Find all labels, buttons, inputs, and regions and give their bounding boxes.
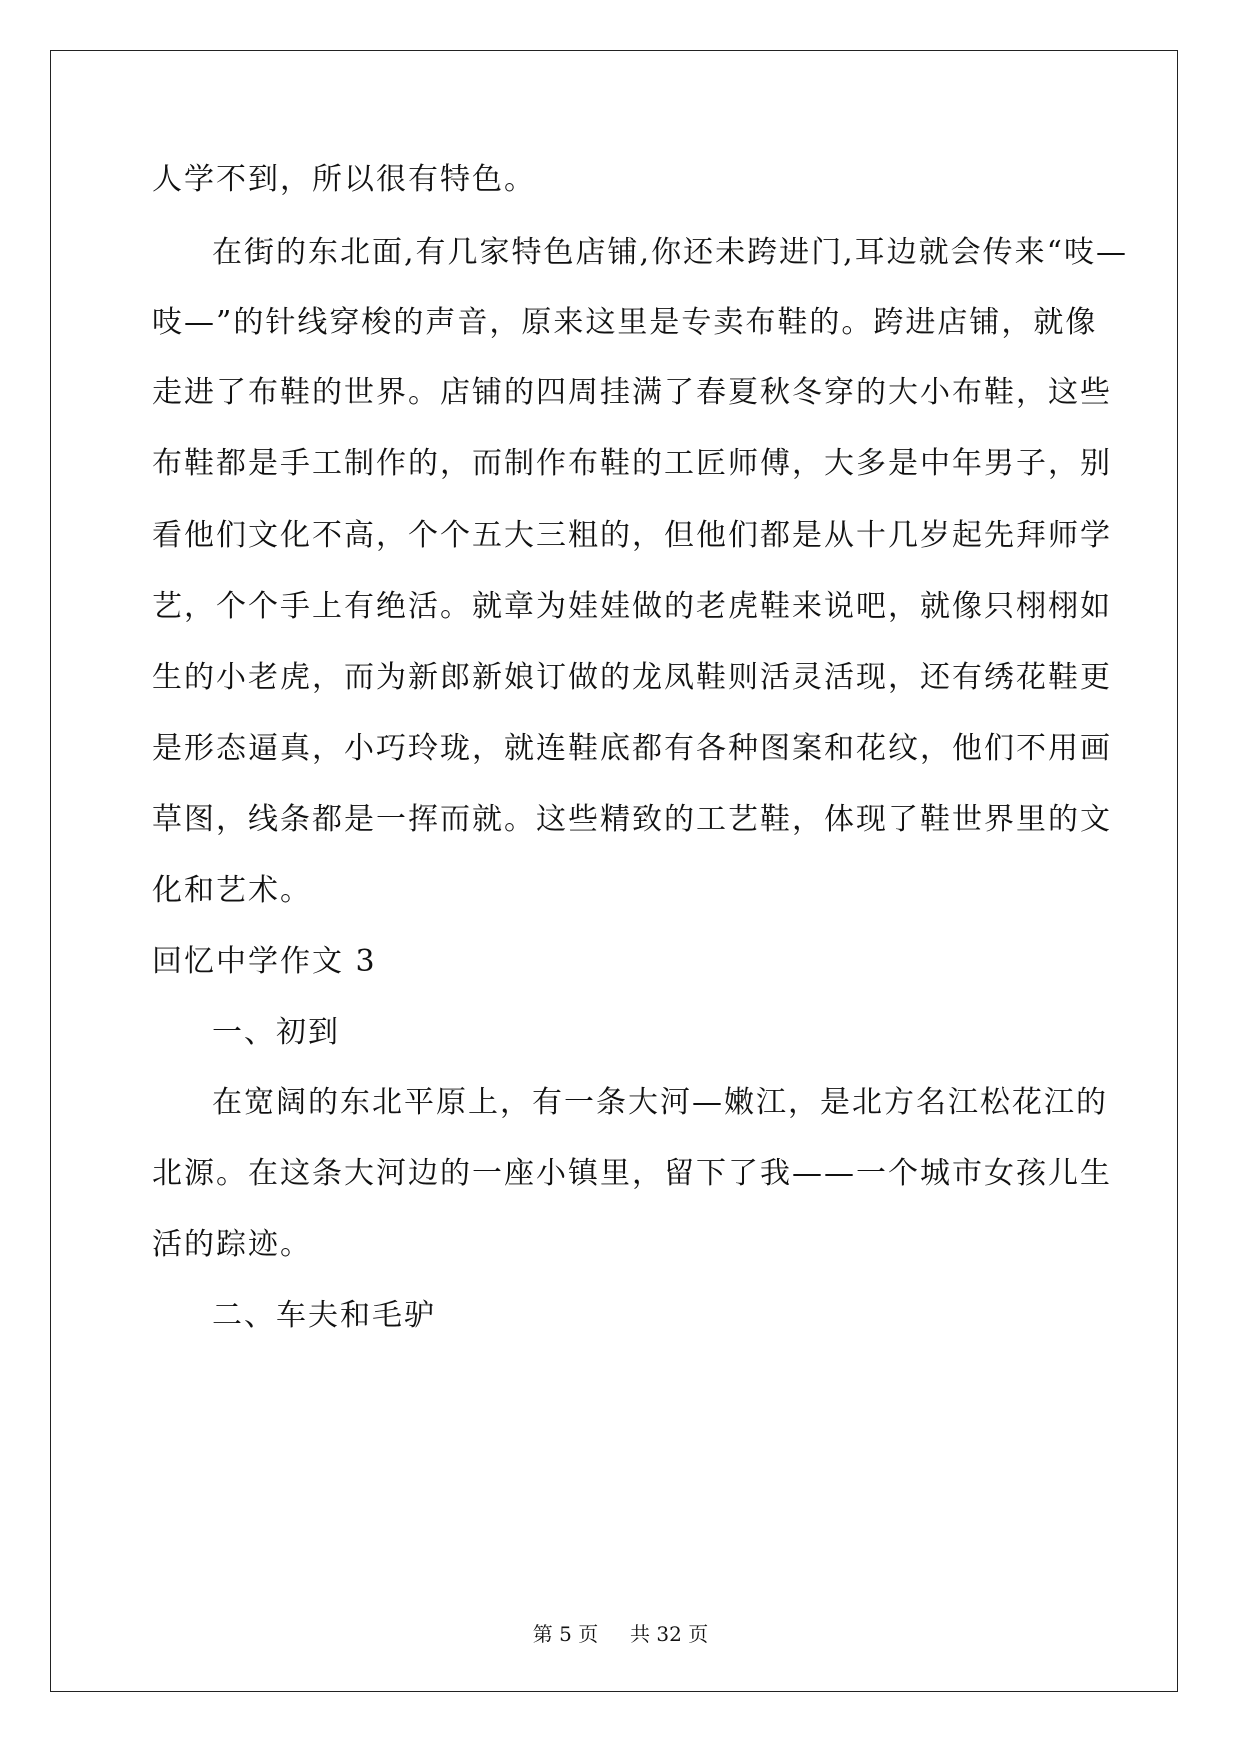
body-line: 在街的东北面,有几家特色店铺,你还未跨进门,耳边就会传来“吱—: [212, 235, 1128, 270]
body-line: 草图，线条都是一挥而就。这些精致的工艺鞋，体现了鞋世界里的文: [152, 802, 1112, 837]
subheading: 一、初到: [212, 1015, 340, 1050]
body-line: 在宽阔的东北平原上，有一条大河—嫩江，是北方名江松花江的: [212, 1085, 1108, 1120]
body-line: 活的踪迹。: [152, 1227, 312, 1262]
body-line: 吱—”的针线穿梭的声音，原来这里是专卖布鞋的。跨进店铺，就像: [152, 305, 1098, 340]
body-line: 化和艺术。: [152, 873, 312, 908]
page-number: 第 5 页: [532, 1622, 599, 1646]
body-line: 看他们文化不高，个个五大三粗的，但他们都是从十几岁起先拜师学: [152, 518, 1112, 553]
body-line: 布鞋都是手工制作的，而制作布鞋的工匠师傅，大多是中年男子，别: [152, 446, 1112, 481]
page-total: 共 32 页: [630, 1622, 709, 1646]
body-line: 北源。在这条大河边的一座小镇里，留下了我——一个城市女孩儿生: [152, 1156, 1112, 1191]
subheading: 二、车夫和毛驴: [212, 1298, 436, 1333]
section-heading: 回忆中学作文 3: [152, 944, 377, 979]
body-line: 是形态逼真，小巧玲珑，就连鞋底都有各种图案和花纹，他们不用画: [152, 731, 1112, 766]
body-line: 人学不到，所以很有特色。: [152, 162, 536, 197]
page-footer: [0, 1620, 1241, 1648]
body-line: 艺，个个手上有绝活。就章为娃娃做的老虎鞋来说吧，就像只栩栩如: [152, 589, 1112, 624]
body-line: 生的小老虎，而为新郎新娘订做的龙凤鞋则活灵活现，还有绣花鞋更: [152, 660, 1112, 695]
body-line: 走进了布鞋的世界。店铺的四周挂满了春夏秋冬穿的大小布鞋，这些: [152, 375, 1112, 410]
